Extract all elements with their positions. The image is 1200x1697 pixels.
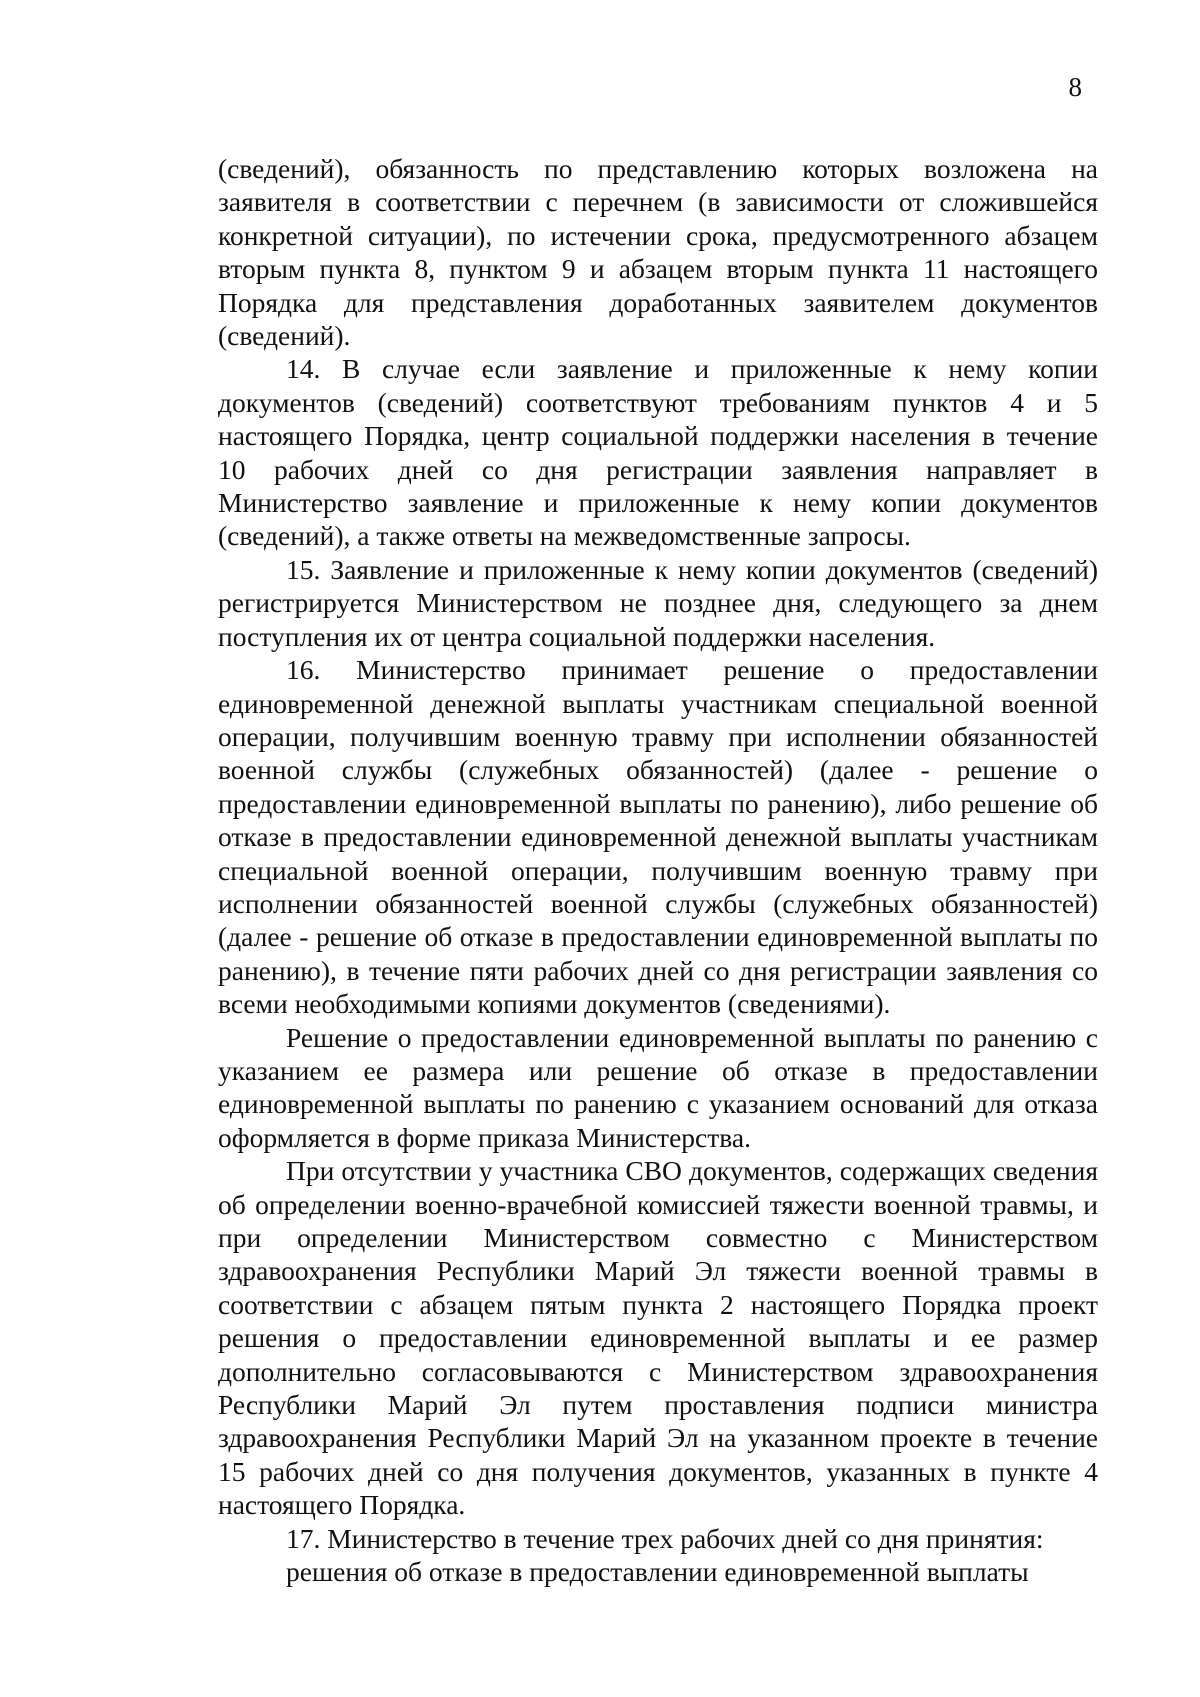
paragraph-item-17: 17. Министерство в течение трех рабочих дней со дня принятия: (286, 1522, 1044, 1554)
paragraph-decision-form: Решение о предоставлении единовременной выплаты по ранению с указанием ее размера или решение об отказе в предоставлении единовременной выплаты по ранению с указанием оснований для отказа оформляется в форме приказа Министерства. (218, 1021, 1098, 1153)
document-body (218, 152, 1098, 1588)
page-number: 8 (1068, 72, 1082, 102)
paragraph-svo-agreement: При отсутствии у участника СВО документов, содержащих сведения об определении военно-врачебной комиссией тяжести военной травмы, и при определении Министерством совместно с Министерством здравоохранения Республики Марий Эл тяжести военной травмы в соответствии с абзацем пятым пункта 2 настоящего Порядка проект решения о предоставлении единовременной выплаты и ее размер дополнительно согласовываются с Министерством здравоохранения Республики Марий Эл путем проставления подписи министра здравоохранения Республики Марий Эл на указанном проекте в течение 15 рабочих дней со дня получения документов, указанных в пункте 4 настоящего Порядка. (218, 1155, 1098, 1521)
paragraph-continuation: (сведений), обязанность по представлению которых возложена на заявителя в соответствии с перечнем (в зависимости от сложившейся конкретной ситуации), по истечении срока, предусмотренного абзацем вторым пункта 8, пунктом 9 и абзацем вторым пункта 11 настоящего Порядка для представления доработанных заявителем документов (сведений). (218, 153, 1098, 352)
paragraph-item-16: 16. Министерство принимает решение о предоставлении единовременной денежной выплаты участникам специальной военной операции, получившим военную травму при исполнении обязанностей военной службы (служебных обязанностей) (далее - решение о предоставлении единовременной выплаты по ранению), либо решение об отказе в предоставлении единовременной денежной выплаты участникам специальной военной операции, получившим военную травму при исполнении обязанностей военной службы (служебных обязанностей) (далее - решение об отказе в предоставлении единовременной выплаты по ранению), в течение пяти рабочих дней со дня регистрации заявления со всеми необходимыми копиями документов (сведениями). (218, 654, 1098, 1020)
paragraph-item-15: 15. Заявление и приложенные к нему копии документов (сведений) регистрируется Министерством не позднее дня, следующего за днем поступления их от центра социальной поддержки населения. (218, 553, 1098, 652)
paragraph-item-14: 14. В случае если заявление и приложенные к нему копии документов (сведений) соответствуют требованиям пунктов 4 и 5 настоящего Порядка, центр социальной поддержки населения в течение 10 рабочих дней со дня регистрации заявления направляет в Министерство заявление и приложенные к нему копии документов (сведений), а также ответы на межведомственные запросы. (218, 353, 1098, 552)
paragraph-refusal-decision: решения об отказе в предоставлении единовременной выплаты (286, 1556, 1029, 1588)
